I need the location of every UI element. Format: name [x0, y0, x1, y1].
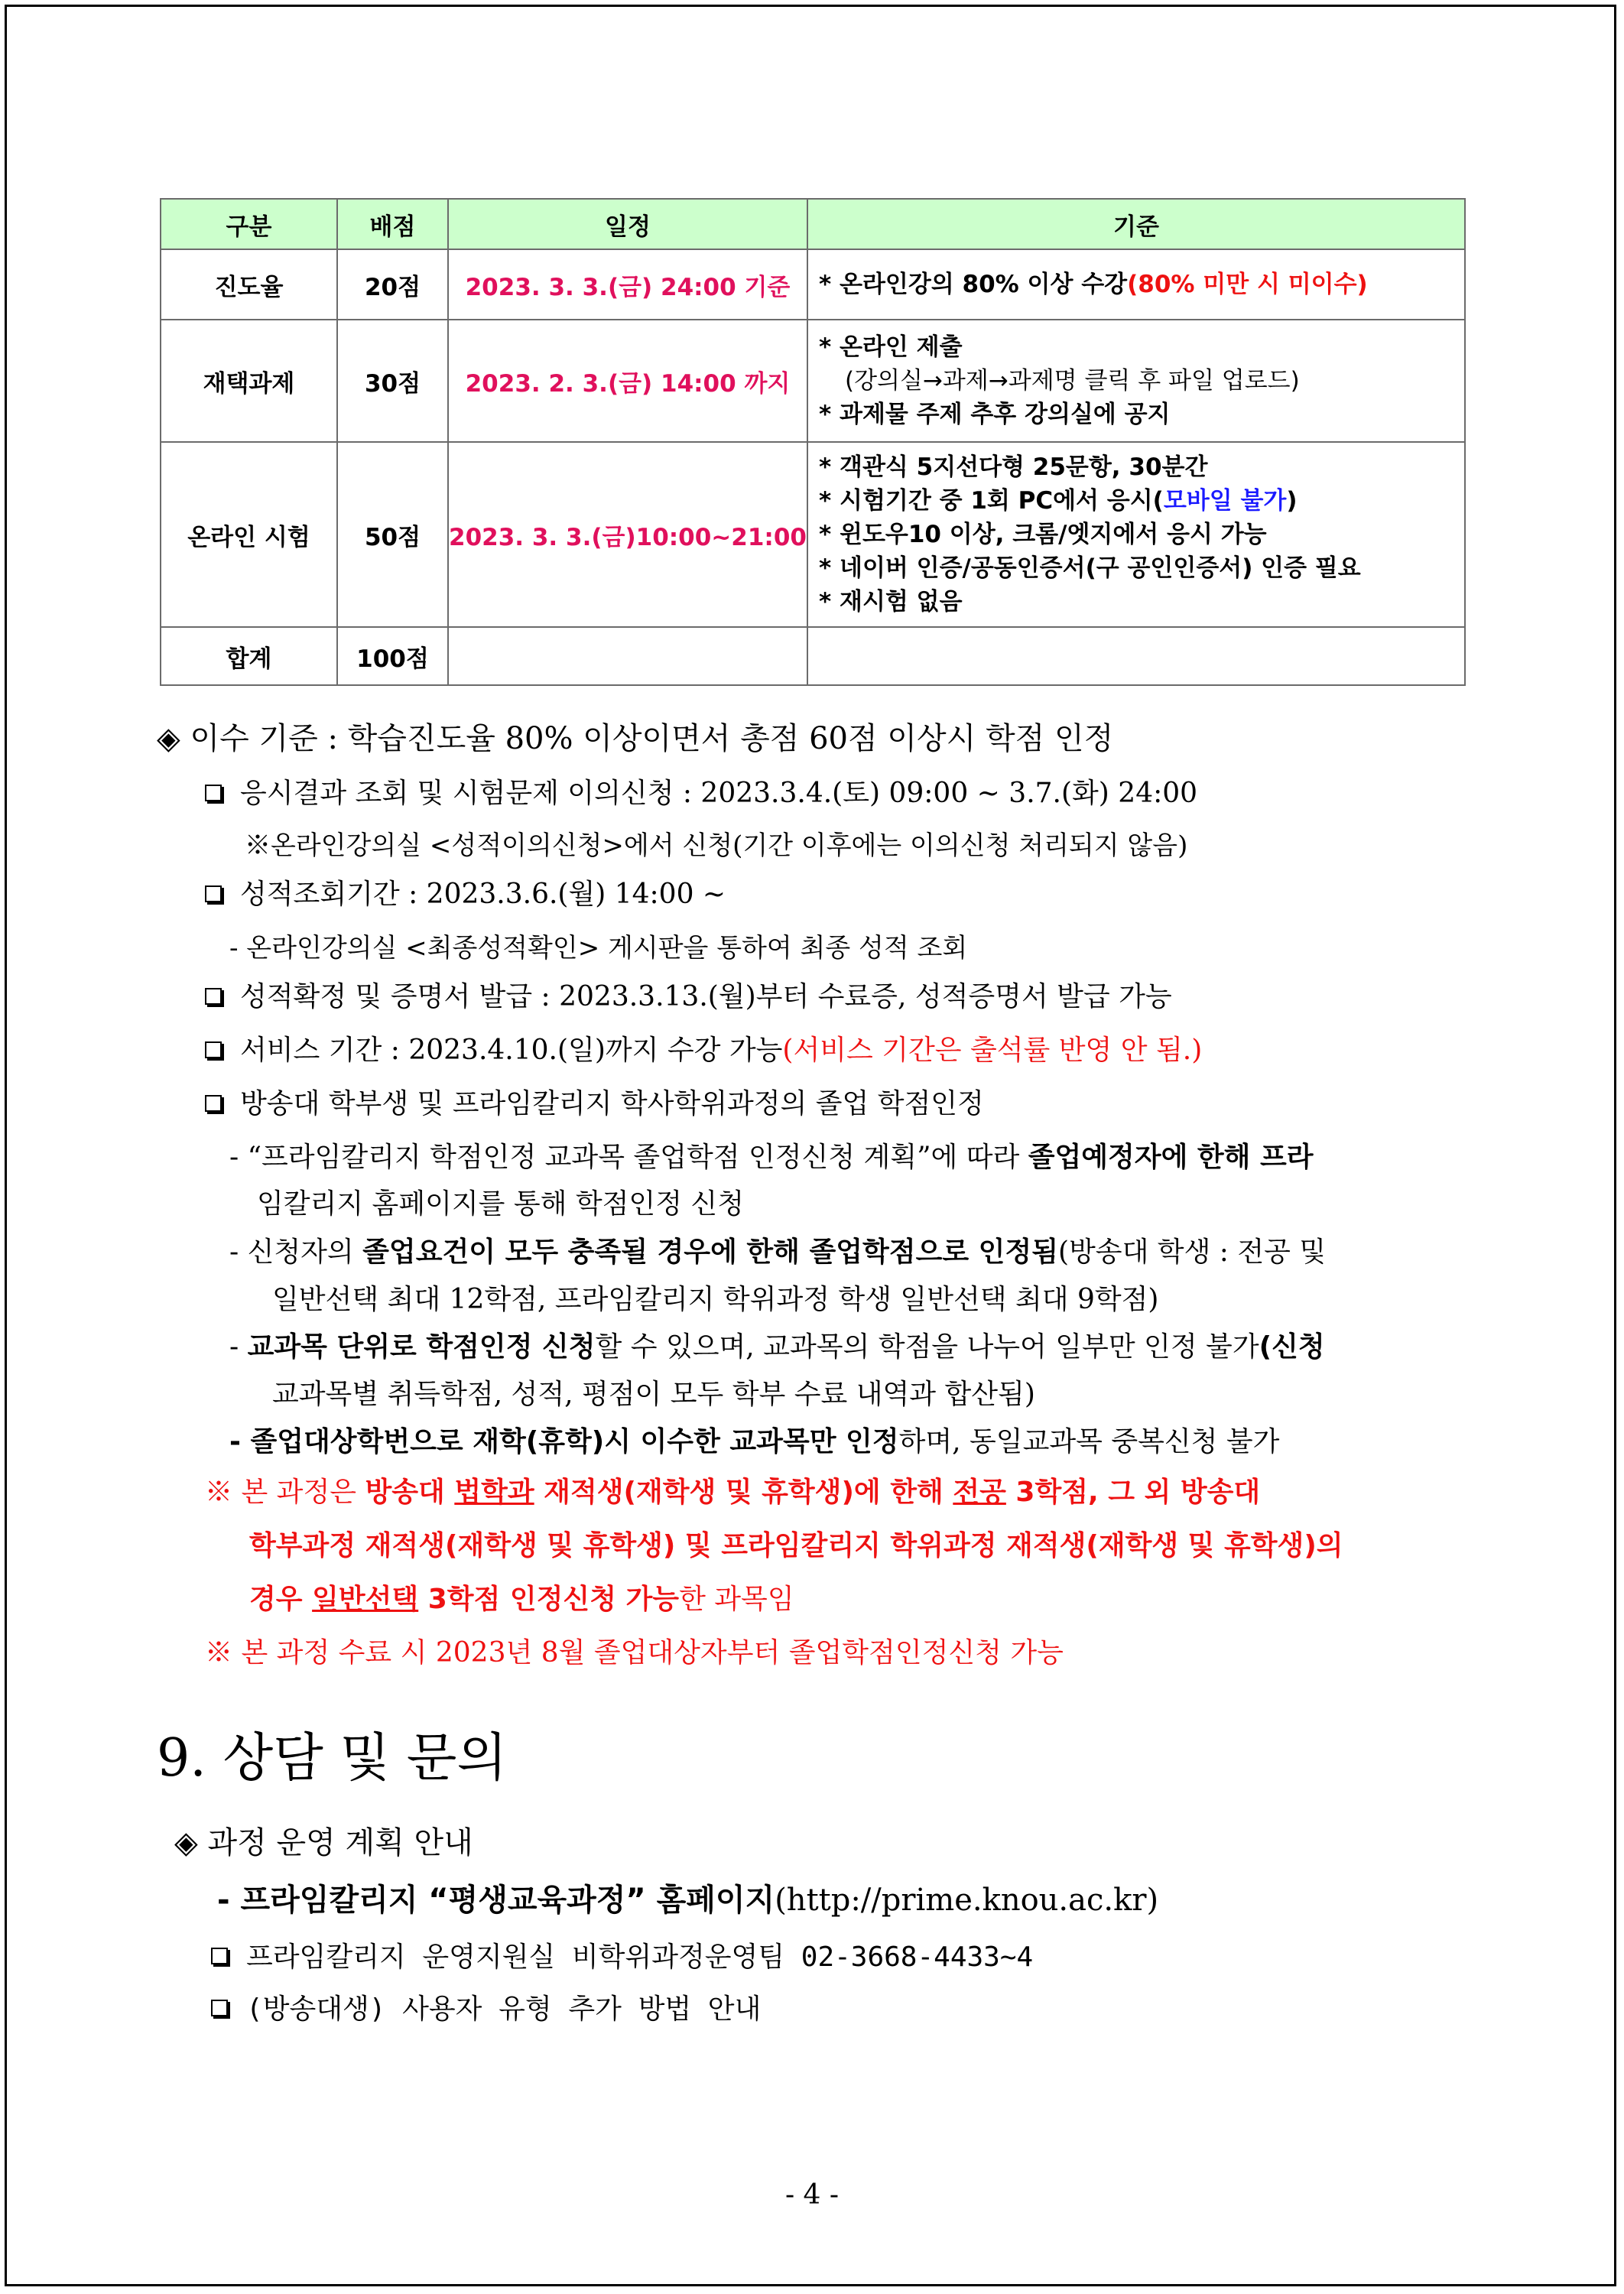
criteria-line: [819, 484, 1464, 518]
service-period-text: 서비스 기간 : 2023.4.10.(일)까지 수강 가능: [240, 1035, 783, 1066]
certificate-text: 성적확정 및 증명서 발급 : 2023.3.13.(월)부터 수료증, 성적증명서 발급 가능: [240, 981, 1172, 1012]
credit-recognition-title: 방송대 학부생 및 프라임칼리지 학사학위과정의 졸업 학점인정: [240, 1088, 984, 1119]
credit-bullet-text: -: [229, 1331, 248, 1363]
checkbox-bullet-icon: [205, 885, 222, 902]
row-score: 30점: [337, 320, 448, 442]
checkbox-bullet-icon: [205, 785, 222, 801]
row-date: 2023. 3. 3.(금)10:00~21:00: [448, 442, 807, 627]
credit-bullet: [229, 1141, 1314, 1175]
result-note: ※온라인강의실 <성적이의신청>에서 신청(기간 이후에는 이의신청 처리되지 않음): [245, 830, 1188, 861]
grade-period-text: 성적조회기간 : 2023.3.6.(월) 14:00 ~: [240, 879, 726, 910]
result-inquiry-text: 응시결과 조회 및 시험문제 이의신청 : 2023.3.4.(토) 09:00 ~ 3.7.(화) 24:00: [240, 778, 1198, 809]
homepage-item: [217, 1881, 1158, 1919]
row-score: 100점: [337, 627, 448, 685]
note-emphasis: 3학점, 그 외 방송대: [1005, 1477, 1261, 1508]
usertype-item: [211, 1993, 761, 2026]
credit-bullet-cont: 임칼리지 홈페이지를 통해 학점인정 신청: [257, 1188, 744, 1220]
criteria-text: * 온라인강의 80% 이상 수강: [819, 271, 1128, 298]
completion-title: ◈ 이수 기준 : 학습진도율 80% 이상이면서 총점 60점 이상시 학점 인정: [157, 721, 1114, 756]
table-header: 구분: [161, 199, 337, 249]
service-period-item: [205, 1034, 1202, 1067]
note-underline: 일반선택: [312, 1584, 419, 1615]
credit-bullet-cont: 일반선택 최대 12학점, 프라임칼리지 학위과정 학생 일반선택 최대 9학점): [272, 1284, 1159, 1315]
credit-bullet: [229, 1331, 1325, 1364]
grade-period-item: [205, 878, 726, 911]
credit-bullet-text: - 신청자의: [229, 1236, 363, 1268]
result-inquiry-item: [205, 777, 1197, 811]
law-note: [205, 1476, 1260, 1509]
note-emphasis: 방송대: [365, 1477, 455, 1508]
credit-bullet-text: 하며, 동일교과목 중복신청 불가: [898, 1426, 1280, 1457]
criteria-line: * 객관식 5지선다형 25문항, 30분간: [819, 453, 1208, 481]
credit-bullet: [229, 1425, 1279, 1459]
credit-recognition-item: [205, 1087, 984, 1121]
row-criteria: [807, 442, 1465, 627]
criteria-text: * 시험기간 중 1회 PC에서 응시(: [819, 487, 1164, 515]
criteria-line: * 온라인 제출: [819, 333, 963, 361]
criteria-line: (강의실→과제→과제명 클릭 후 파일 업로드): [845, 367, 1300, 395]
row-category: 재택과제: [161, 320, 337, 442]
certificate-item: [205, 980, 1172, 1014]
credit-bullet-emphasis: 졸업요건이 모두 충족될 경우에 한해 졸업학점으로 인정됨: [362, 1236, 1058, 1268]
note-underline: 전공: [953, 1477, 1006, 1508]
contact-text: 프라임칼리지 운영지원실 비학위과정운영팀 02-3668-4433~4: [246, 1941, 1034, 1973]
operation-plan-title: ◈ 과정 운영 계획 안내: [174, 1825, 473, 1860]
criteria-warning: (80% 미만 시 미이수): [1127, 271, 1368, 298]
checkbox-bullet-icon: [205, 1041, 222, 1058]
credit-bullet-text: 할 수 있으며, 교과목의 학점을 나누어 일부만 인정 불가: [595, 1331, 1259, 1363]
note-underline: 법학과: [454, 1477, 534, 1508]
credit-bullet-text: (방송대 학생 : 전공 및: [1057, 1236, 1327, 1268]
note-text: ※ 본 과정은: [205, 1477, 365, 1508]
credit-bullet-emphasis: - 졸업대상학번으로 재학(휴학)시 이수한 교과목만 인정: [229, 1426, 899, 1457]
service-period-warning: (서비스 기간은 출석률 반영 안 됨.): [782, 1035, 1203, 1066]
note-emphasis: 재적생(재학생 및 휴학생)에 한해: [534, 1477, 953, 1508]
table-header: 일정: [448, 199, 807, 249]
grading-table: [160, 198, 1466, 686]
criteria-line: * 윈도우10 이상, 크롬/엣지에서 응시 가능: [819, 521, 1267, 548]
grade-note: - 온라인강의실 <최종성적확인> 게시판을 통하여 최종 성적 조회: [229, 933, 968, 963]
page-number: - 4 -: [784, 2179, 840, 2211]
note-emphasis: 3학점 인정신청 가능: [418, 1584, 680, 1615]
section-heading: 9. 상담 및 문의: [157, 1728, 508, 1789]
homepage-label: - 프라임칼리지 “평생교육과정” 홈페이지: [217, 1883, 775, 1918]
law-note-cont: 학부과정 재적생(재학생 및 휴학생) 및 프라임칼리지 학위과정 재적생(재학생 및 휴학생)의: [249, 1530, 1343, 1561]
row-criteria: [807, 249, 1465, 320]
credit-bullet: [229, 1236, 1326, 1269]
law-note-cont: [249, 1583, 794, 1617]
credit-bullet-emphasis: 졸업예정자에 한해 프라: [1028, 1142, 1314, 1173]
row-date: [448, 627, 807, 685]
row-criteria: [807, 320, 1465, 442]
row-category: 합계: [161, 627, 337, 685]
row-criteria: [807, 627, 1465, 685]
row-score: 20점: [337, 249, 448, 320]
credit-bullet-text: - “프라임칼리지 학점인정 교과목 졸업학점 인정신청 계획”에 따라: [229, 1142, 1028, 1173]
checkbox-bullet-icon: [205, 1095, 222, 1112]
homepage-link[interactable]: (http://prime.knou.ac.kr): [775, 1883, 1159, 1918]
criteria-highlight: 모바일 불가: [1163, 487, 1287, 515]
note-text: 한 과목임: [679, 1584, 794, 1615]
checkbox-bullet-icon: [205, 988, 222, 1005]
credit-bullet-emphasis: (신청: [1259, 1331, 1325, 1363]
row-category: 온라인 시험: [161, 442, 337, 627]
criteria-line: * 과제물 주제 추후 강의실에 공지: [819, 401, 1171, 428]
usertype-text[interactable]: (방송대생) 사용자 유형 추가 방법 안내: [246, 1993, 762, 2025]
credit-bullet-cont: 교과목별 취득학점, 성적, 평점이 모두 학부 수료 내역과 합산됨): [272, 1379, 1035, 1410]
graduation-note: ※ 본 과정 수료 시 2023년 8월 졸업대상자부터 졸업학점인정신청 가능: [205, 1637, 1064, 1669]
table-row: [161, 320, 1465, 442]
row-date: 2023. 2. 3.(금) 14:00 까지: [448, 320, 807, 442]
checkbox-bullet-icon: [211, 1948, 228, 1964]
table-row: [161, 627, 1465, 685]
criteria-line: * 네이버 인증/공동인증서(구 공인인증서) 인증 필요: [819, 554, 1361, 582]
table-row: [161, 442, 1465, 627]
criteria-text: ): [1286, 487, 1298, 515]
table-header: 기준: [807, 199, 1465, 249]
checkbox-bullet-icon: [211, 2000, 228, 2016]
table-row: [161, 249, 1465, 320]
row-date: 2023. 3. 3.(금) 24:00 기준: [448, 249, 807, 320]
table-header: 배점: [337, 199, 448, 249]
note-emphasis: 경우: [249, 1584, 313, 1615]
criteria-line: * 재시험 없음: [819, 588, 963, 616]
table-header-row: [161, 199, 1465, 249]
contact-item: [211, 1941, 1033, 1974]
credit-bullet-emphasis: 교과목 단위로 학점인정 신청: [247, 1331, 596, 1363]
row-category: 진도율: [161, 249, 337, 320]
row-score: 50점: [337, 442, 448, 627]
